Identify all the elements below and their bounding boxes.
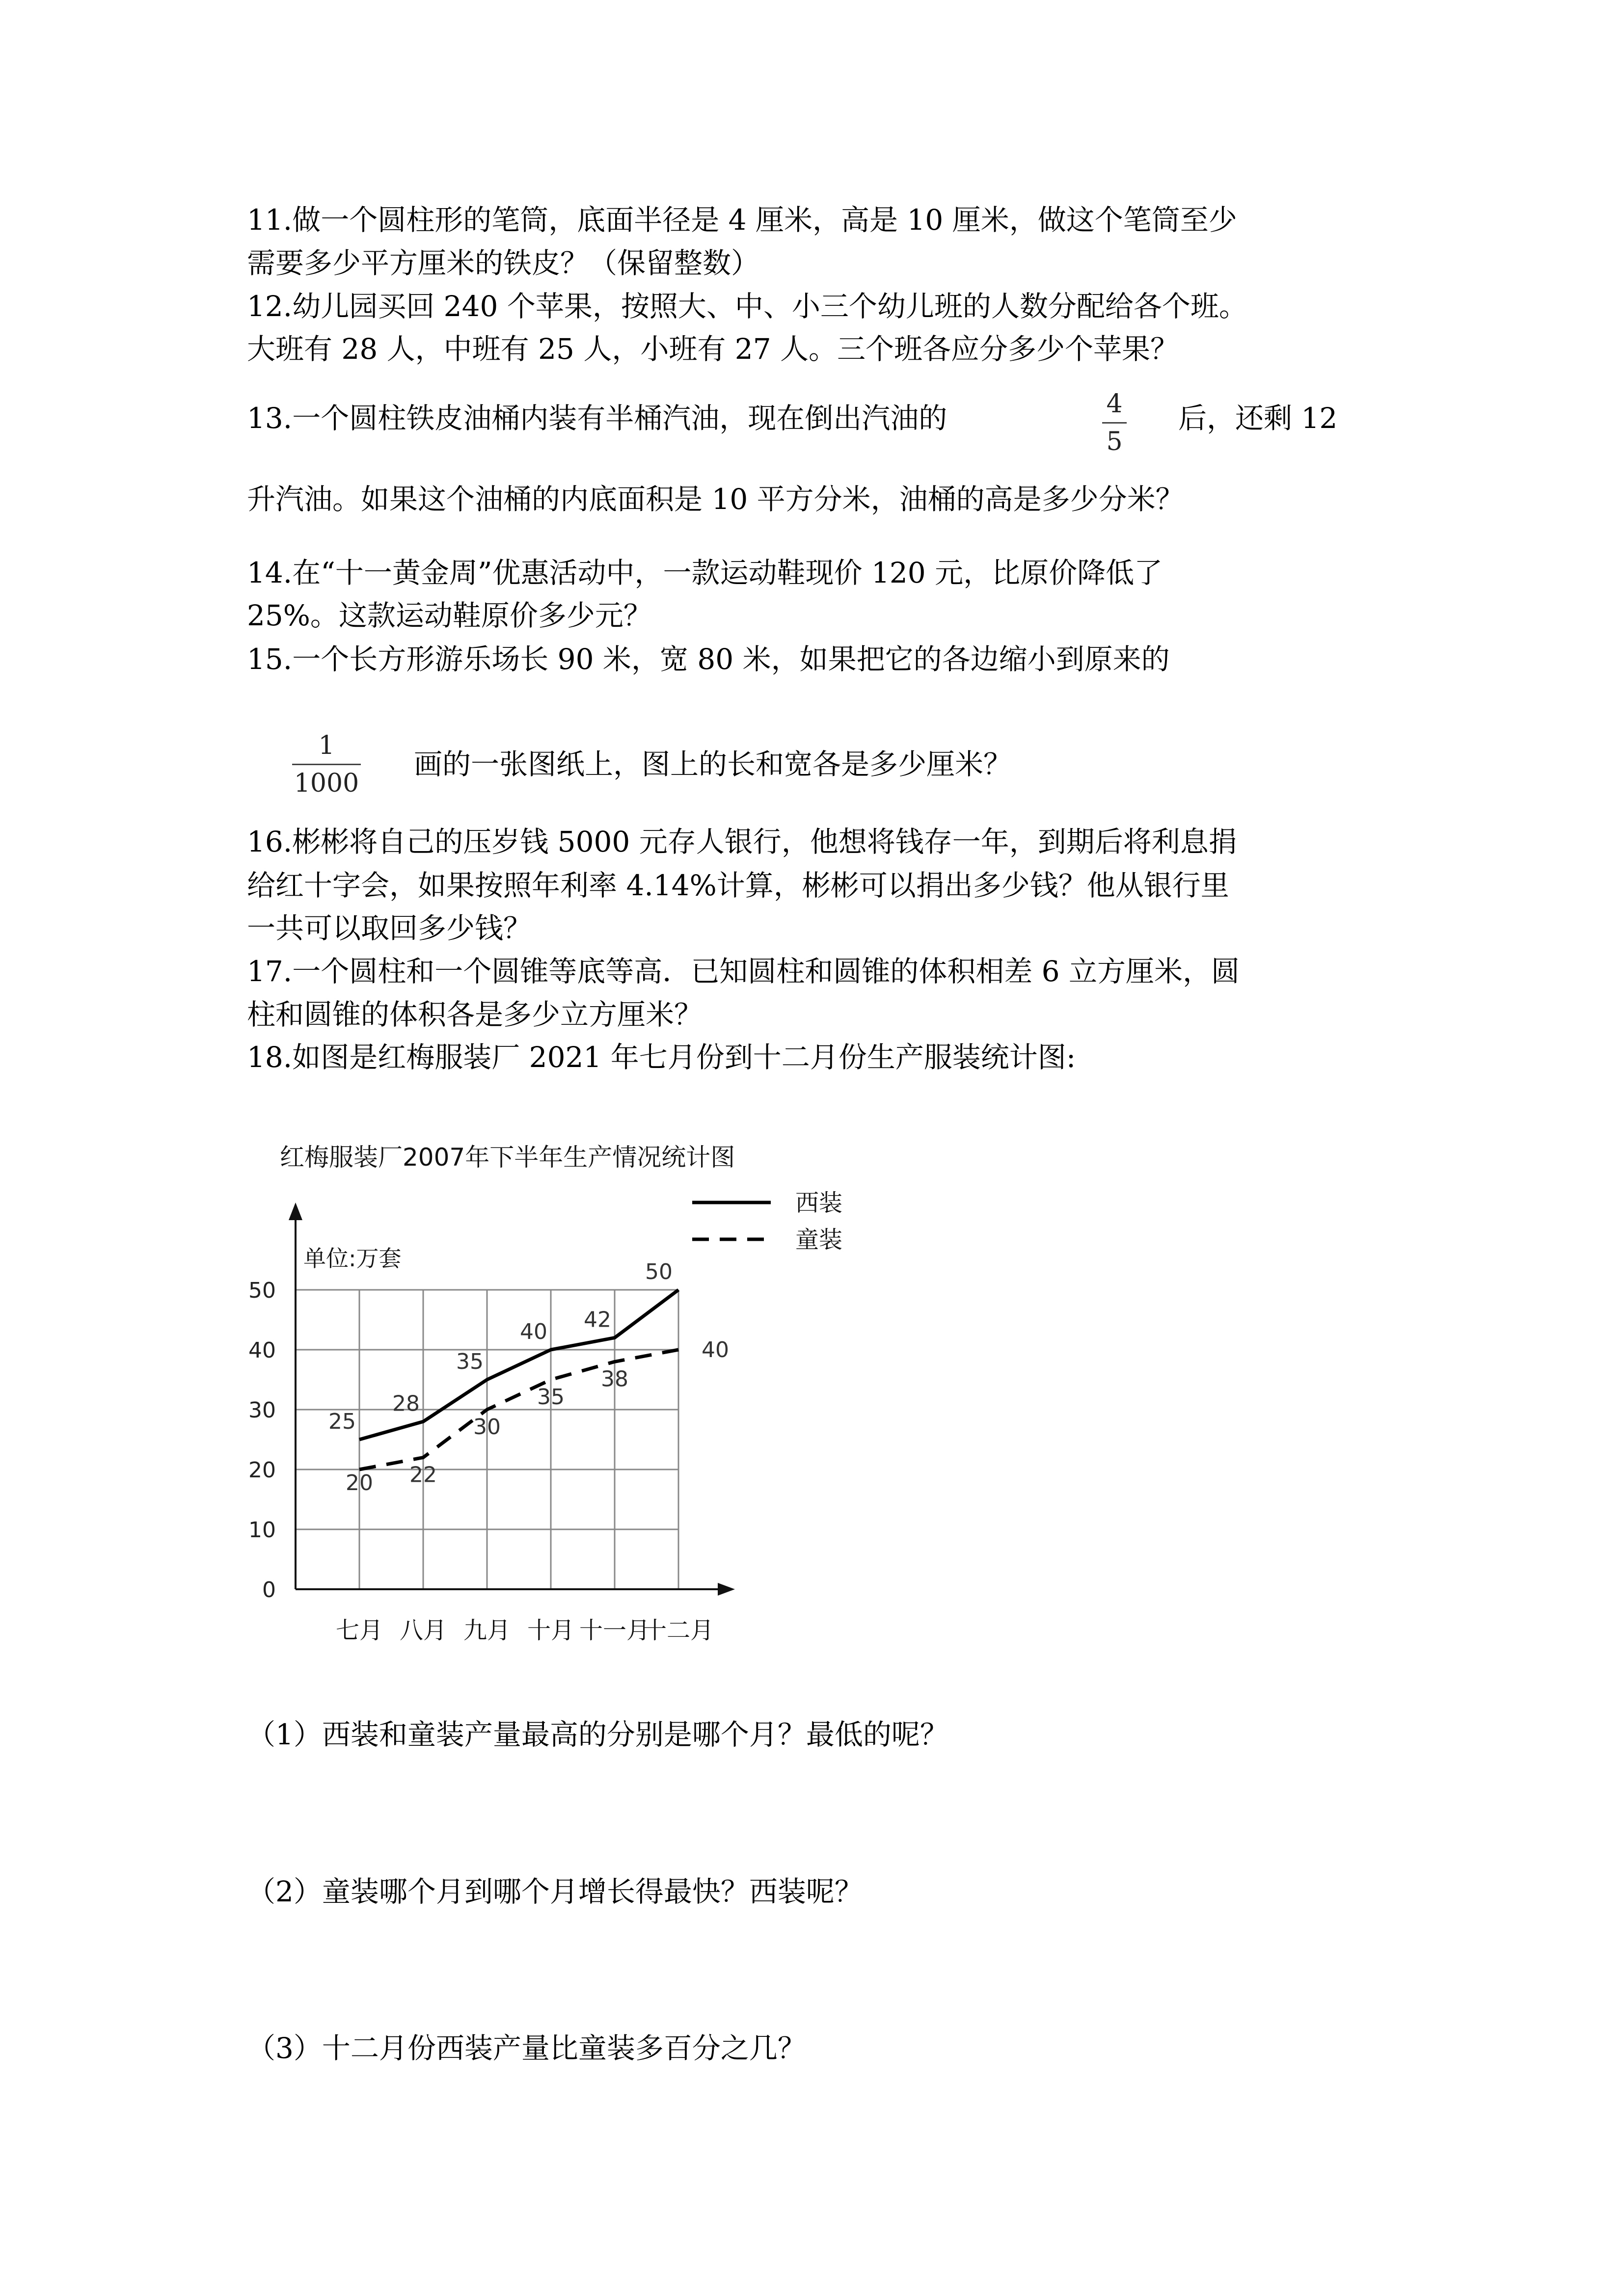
y-tick-label: 40 — [248, 1338, 276, 1363]
production-line-chart — [231, 1129, 869, 1649]
x-tick-label: 七月 — [335, 1617, 383, 1644]
q13-fraction — [1102, 389, 1127, 457]
q11-line1: 11.做一个圆柱形的笔筒，底面半径是 4 厘米，高是 10 厘米，做这个笔筒至少 — [247, 203, 1237, 237]
q13-line2: 升汽油。如果这个油桶的内底面积是 10 平方分米，油桶的高是多少分米？ — [247, 482, 1184, 516]
data-label-childrenswear: 20 — [346, 1470, 373, 1495]
series-line-suits — [359, 1290, 678, 1440]
data-label-suits: 35 — [456, 1349, 484, 1374]
y-tick-label: 0 — [262, 1577, 276, 1602]
fraction-bar — [292, 764, 361, 765]
q18-sub3: （3）十二月份西装产量比童装多百分之几？ — [247, 2031, 806, 2065]
x-tick-label: 十月 — [527, 1617, 575, 1644]
data-label-suits: 40 — [520, 1319, 547, 1344]
q13-line1b: 后，还剩 12 — [1178, 401, 1338, 435]
q15-frac-numerator: 1 — [318, 731, 335, 760]
x-axis-arrow — [718, 1583, 735, 1596]
q11-line2: 需要多少平方厘米的铁皮？（保留整数） — [247, 246, 760, 280]
chart-legend — [692, 1189, 842, 1254]
chart-unit-label: 单位:万套 — [303, 1245, 402, 1272]
data-label-suits: 42 — [584, 1307, 611, 1333]
q15-frac-denominator: 1000 — [294, 769, 359, 798]
y-axis-arrow — [289, 1202, 302, 1220]
q17-line1: 17.一个圆柱和一个圆锥等底等高．已知圆柱和圆锥的体积相差 6 立方厘米，圆 — [247, 955, 1240, 988]
chart-title: 红梅服装厂2007年下半年生产情况统计图 — [280, 1143, 735, 1172]
q12-line1: 12.幼儿园买回 240 个苹果，按照大、中、小三个幼儿班的人数分配给各个班。 — [247, 290, 1247, 323]
y-tick-label: 20 — [248, 1458, 276, 1483]
x-tick-label: 九月 — [463, 1617, 511, 1644]
y-tick-labels — [248, 1278, 276, 1602]
y-tick-label: 50 — [248, 1278, 276, 1303]
x-tick-labels — [336, 1617, 714, 1644]
x-tick-label: 十一月 — [579, 1617, 650, 1644]
q18-sub1: （1）西装和童装产量最高的分别是哪个月？最低的呢？ — [247, 1718, 948, 1751]
q13-frac-numerator: 4 — [1106, 389, 1123, 419]
data-label-childrenswear: 22 — [409, 1462, 437, 1488]
q14-line1: 14.在“十一黄金周”优惠活动中，一款运动鞋现价 120 元，比原价降低了 — [247, 556, 1163, 589]
data-label-suits: 50 — [645, 1259, 673, 1284]
chart-series — [359, 1290, 678, 1469]
q12-line2: 大班有 28 人，中班有 25 人，小班有 27 人。三个班各应分多少个苹果？ — [247, 332, 1179, 366]
x-tick-label: 八月 — [399, 1617, 447, 1644]
data-label-suits: 25 — [328, 1409, 356, 1434]
y-tick-label: 30 — [248, 1398, 276, 1423]
q18-sub2: （2）童装哪个月到哪个月增长得最快？西装呢？ — [247, 1875, 863, 1908]
q13-frac-denominator: 5 — [1106, 427, 1123, 456]
q16-line2: 给红十字会，如果按照年利率 4.14%计算，彬彬可以捐出多少钱？他从银行里 — [247, 869, 1229, 902]
data-label-suits: 28 — [392, 1391, 420, 1416]
q16-line3: 一共可以取回多少钱？ — [247, 911, 532, 945]
q14-line2: 25%。这款运动鞋原价多少元？ — [247, 599, 652, 632]
legend-label: 童装 — [795, 1226, 843, 1254]
q17-line2: 柱和圆锥的体积各是多少立方厘米？ — [247, 998, 703, 1031]
q15-line2: 画的一张图纸上，图上的长和宽各是多少厘米？ — [414, 748, 1012, 781]
y-tick-label: 10 — [248, 1518, 276, 1543]
x-tick-label: 十二月 — [643, 1617, 714, 1644]
data-label-childrenswear: 30 — [473, 1415, 501, 1440]
q15-line1: 15.一个长方形游乐场长 90 米，宽 80 米，如果把它的各边缩小到原来的 — [247, 642, 1170, 676]
fraction-bar — [1102, 422, 1127, 424]
data-label-childrenswear: 35 — [537, 1385, 565, 1410]
q16-line1: 16.彬彬将自己的压岁钱 5000 元存人银行，他想将钱存一年，到期后将利息捐 — [247, 825, 1237, 858]
legend-label: 西装 — [795, 1189, 843, 1217]
chart-data-labels — [328, 1259, 729, 1495]
q18-line1: 18.如图是红梅服装厂 2021 年七月份到十二月份生产服装统计图: — [247, 1041, 1076, 1074]
q15-fraction — [292, 730, 361, 799]
data-label-childrenswear: 38 — [601, 1366, 628, 1392]
q13-line1a: 13.一个圆柱铁皮油桶内装有半桶汽油，现在倒出汽油的 — [247, 401, 947, 435]
data-label-childrenswear: 40 — [702, 1337, 729, 1362]
